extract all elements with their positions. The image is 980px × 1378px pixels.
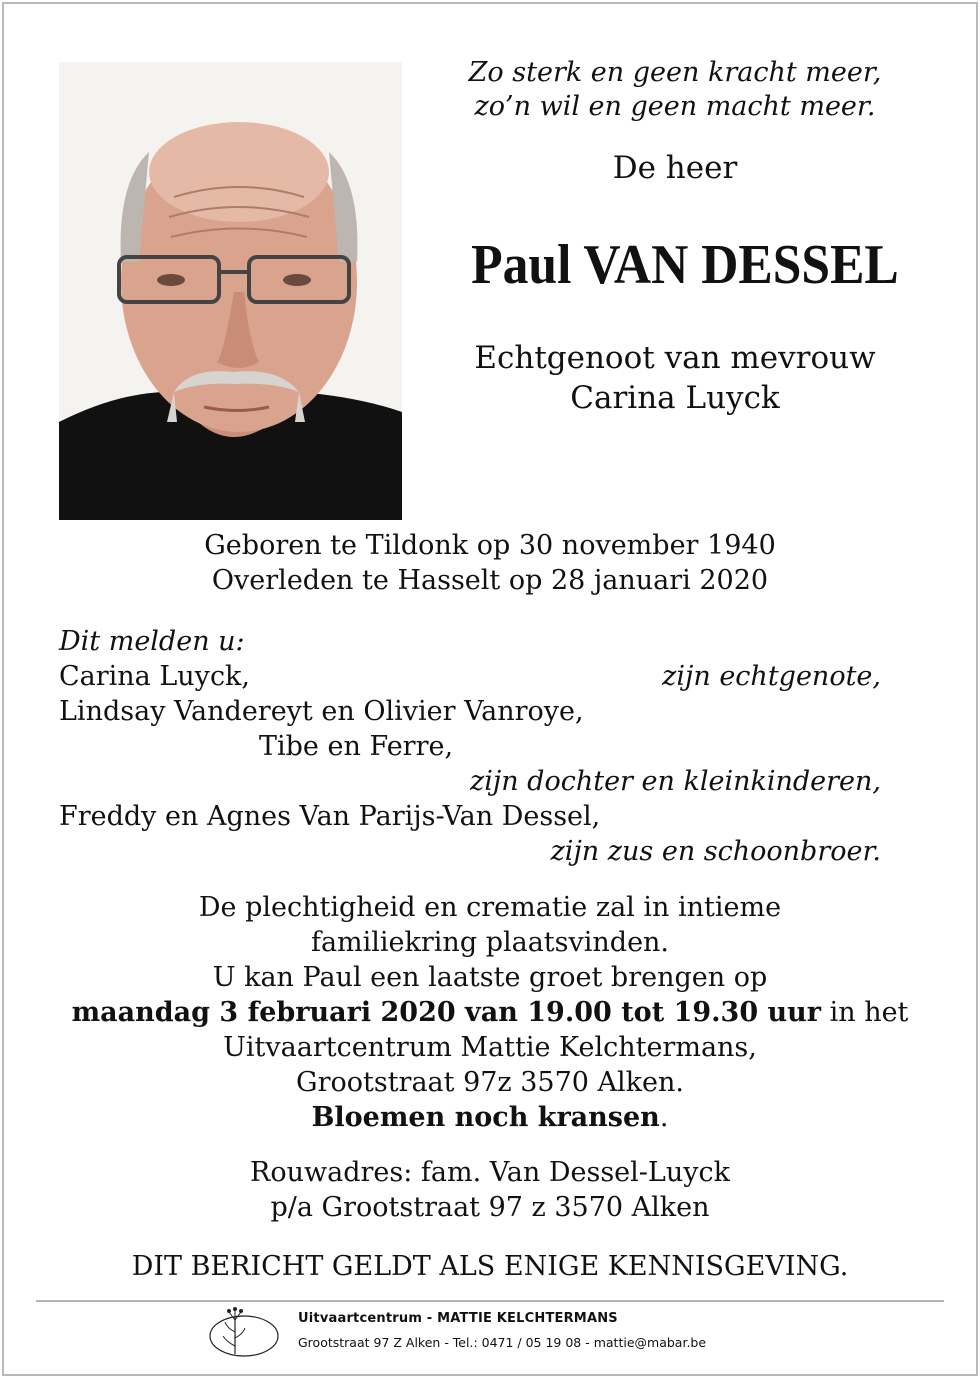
announcement-block [59, 624, 889, 869]
birth-line: Geboren te Tildonk op 30 november 1940 [204, 530, 776, 561]
spouse-info [440, 338, 910, 418]
ceremony-line-1: De plechtigheid en crematie zal in intieme [198, 892, 782, 923]
address-line-1: Rouwadres: fam. Van Dessel-Luyck [250, 1157, 730, 1188]
family-relation: zijn zus en schoonbroer. [550, 836, 881, 867]
footer-company: Uitvaartcentrum - MATTIE KELCHTERMANS [298, 1311, 618, 1326]
family-relation: zijn dochter en kleinkinderen, [469, 766, 881, 797]
portrait-photo [59, 62, 402, 520]
address-line-2: p/a Grootstraat 97 z 3570 Alken [270, 1192, 710, 1223]
ceremony-line-7 [60, 1100, 920, 1135]
footer-contact: Grootstraat 97 Z Alken - Tel.: 0471 / 05 19 08 - mattie@mabar.be [298, 1335, 707, 1350]
mourning-address [190, 1155, 790, 1225]
notice-line: DIT BERICHT GELDT ALS ENIGE KENNISGEVING. [131, 1251, 849, 1282]
quote-line-1: Zo sterk en geen kracht meer, [468, 57, 882, 88]
ceremony-info [60, 890, 920, 1135]
footer-divider [36, 1300, 944, 1302]
honorific: De heer [612, 150, 738, 186]
spouse-line-2: Carina Luyck [570, 380, 780, 416]
ceremony-line-3: U kan Paul een laatste groet brengen op [212, 962, 768, 993]
ceremony-line-7-rest: . [659, 1102, 669, 1133]
spouse-line-1: Echtgenoot van mevrouw [474, 340, 876, 376]
family-relation: zijn echtgenote, [662, 661, 881, 692]
quote-line-2: zo’n wil en geen macht meer. [474, 91, 876, 122]
announcement-intro: Dit melden u: [59, 626, 245, 657]
family-name: Lindsay Vandereyt en Olivier Vanroye, [59, 696, 584, 727]
ceremony-line-4 [60, 995, 920, 1030]
family-name: Freddy en Agnes Van Parijs-Van Dessel, [59, 801, 601, 832]
memorial-quote [440, 56, 910, 124]
ceremony-line-4-rest: in het [821, 997, 909, 1028]
no-flowers-note: Bloemen noch kransen [311, 1102, 660, 1133]
family-name: Carina Luyck, [59, 661, 251, 692]
funeral-home-logo [205, 1306, 283, 1360]
list-item [59, 799, 889, 834]
deceased-name: Paul VAN DESSEL [471, 234, 899, 296]
ceremony-line-6: Grootstraat 97z 3570 Alken. [296, 1067, 684, 1098]
list-item [59, 729, 889, 764]
death-line: Overleden te Hasselt op 28 januari 2020 [211, 565, 769, 596]
family-name: Tibe en Ferre, [259, 731, 454, 762]
ceremony-line-2: familiekring plaatsvinden. [310, 927, 670, 958]
ceremony-line-5: Uitvaartcentrum Mattie Kelchtermans, [223, 1032, 757, 1063]
list-item [59, 659, 889, 694]
life-dates [190, 528, 790, 598]
visitation-datetime: maandag 3 februari 2020 van 19.00 tot 19.30 uur [71, 997, 821, 1028]
list-item [59, 694, 889, 729]
